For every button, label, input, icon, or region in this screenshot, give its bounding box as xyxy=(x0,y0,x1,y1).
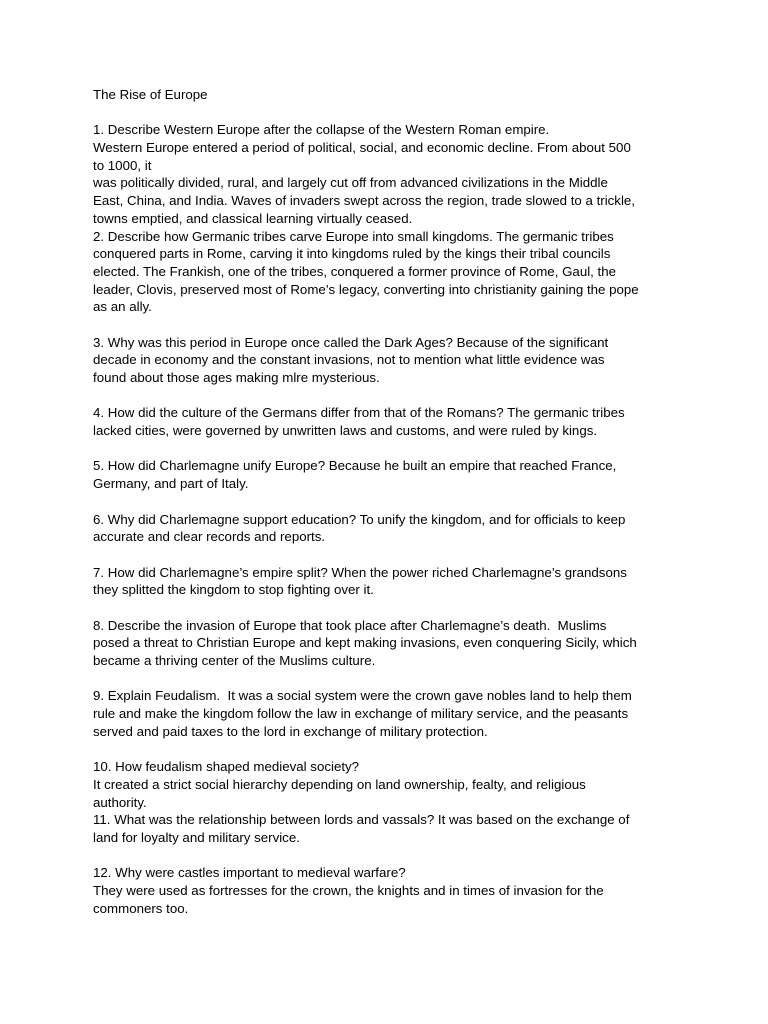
text-line: Germany, and part of Italy. xyxy=(93,476,249,492)
text-line: they splitted the kingdom to stop fighting over it. xyxy=(93,582,374,598)
question-block xyxy=(93,864,693,917)
text-line: authority. xyxy=(93,794,147,810)
paragraph-gap xyxy=(93,316,693,334)
text-line: 5. How did Charlemagne unify Europe? Because he built an empire that reached France, xyxy=(93,458,617,474)
text-line: 8. Describe the invasion of Europe that took place after Charlemagne’s death. Muslims xyxy=(93,617,607,633)
text-line: 2. Describe how Germanic tribes carve Europe into small kingdoms. The germanic tribes xyxy=(93,228,614,244)
text-line: found about those ages making mlre mysterious. xyxy=(93,370,380,385)
document-title: The Rise of Europe xyxy=(93,87,208,102)
text-line: conquered parts in Rome, carving it into kingdoms ruled by the kings their tribal councils xyxy=(93,246,611,262)
text-line: as an ally. xyxy=(93,299,152,315)
text-line: accurate and clear records and reports. xyxy=(93,529,326,545)
text-line: was politically divided, rural, and largely cut off from advanced civilizations in the Middle xyxy=(93,175,608,191)
text-line: 1. Describe Western Europe after the collapse of the Western Roman empire. xyxy=(93,122,550,138)
question-block xyxy=(93,687,693,740)
text-line: leader, Clovis, preserved most of Rome’s legacy, converting into christianity gaining the pope xyxy=(93,281,639,297)
text-line: 6. Why did Charlemagne support education? To unify the kingdom, and for officials to keep xyxy=(93,511,626,527)
paragraph-gap xyxy=(93,104,693,122)
question-block xyxy=(93,564,693,599)
question-block xyxy=(93,758,693,846)
paragraph-gap xyxy=(93,740,693,758)
text-line: decade in economy and the constant invasions, not to mention what little evidence was xyxy=(93,352,605,368)
paragraph-gap xyxy=(93,599,693,617)
question-block xyxy=(93,334,693,387)
paragraph-gap xyxy=(93,670,693,688)
question-block xyxy=(93,511,693,546)
text-line: lacked cities, were governed by unwritten laws and customs, and were ruled by kings. xyxy=(93,423,598,439)
text-line: served and paid taxes to the lord in exchange of military protection. xyxy=(93,723,488,739)
text-line: towns emptied, and classical learning virtually ceased. xyxy=(93,210,413,226)
question-block xyxy=(93,457,693,492)
text-line: 4. How did the culture of the Germans differ from that of the Romans? The germanic tribes xyxy=(93,405,625,421)
question-block xyxy=(93,121,693,316)
text-line: 12. Why were castles important to medieval warfare? xyxy=(93,865,406,881)
paragraph-gap xyxy=(93,440,693,458)
text-line: 10. How feudalism shaped medieval society? xyxy=(93,759,360,775)
document-page xyxy=(93,86,693,917)
paragraph-gap xyxy=(93,387,693,405)
text-line: East, China, and India. Waves of invaders swept across the region, trade slowed to a trickle, xyxy=(93,193,635,209)
text-line: 9. Explain Feudalism. It was a social system were the crown gave nobles land to help them xyxy=(93,688,632,704)
text-line: Western Europe entered a period of political, social, and economic decline. From about 500 xyxy=(93,140,631,156)
text-line: commoners too. xyxy=(93,900,189,916)
paragraph-gap xyxy=(93,493,693,511)
text-line: rule and make the kingdom follow the law in exchange of military service, and the peasants xyxy=(93,706,629,722)
text-line: It created a strict social hierarchy depending on land ownership, fealty, and religious xyxy=(93,776,586,792)
text-line: 3. Why was this period in Europe once called the Dark Ages? Because of the significant xyxy=(93,334,609,350)
text-line: elected. The Frankish, one of the tribes, conquered a former province of Rome, Gaul, the xyxy=(93,263,617,279)
question-block xyxy=(93,617,693,670)
text-line: land for loyalty and military service. xyxy=(93,829,300,845)
question-block xyxy=(93,404,693,439)
text-line: They were used as fortresses for the crown, the knights and in times of invasion for the xyxy=(93,882,604,898)
text-line: posed a threat to Christian Europe and kept making invasions, even conquering Sicily, which xyxy=(93,635,637,651)
text-line: to 1000, it xyxy=(93,157,152,173)
paragraph-gap xyxy=(93,546,693,564)
text-line: 11. What was the relationship between lords and vassals? It was based on the exchange of xyxy=(93,812,630,828)
paragraph-gap xyxy=(93,847,693,865)
text-line: became a thriving center of the Muslims culture. xyxy=(93,653,376,668)
document-body xyxy=(93,121,693,917)
text-line: 7. How did Charlemagne’s empire split? When the power riched Charlemagne’s grandsons xyxy=(93,564,627,580)
